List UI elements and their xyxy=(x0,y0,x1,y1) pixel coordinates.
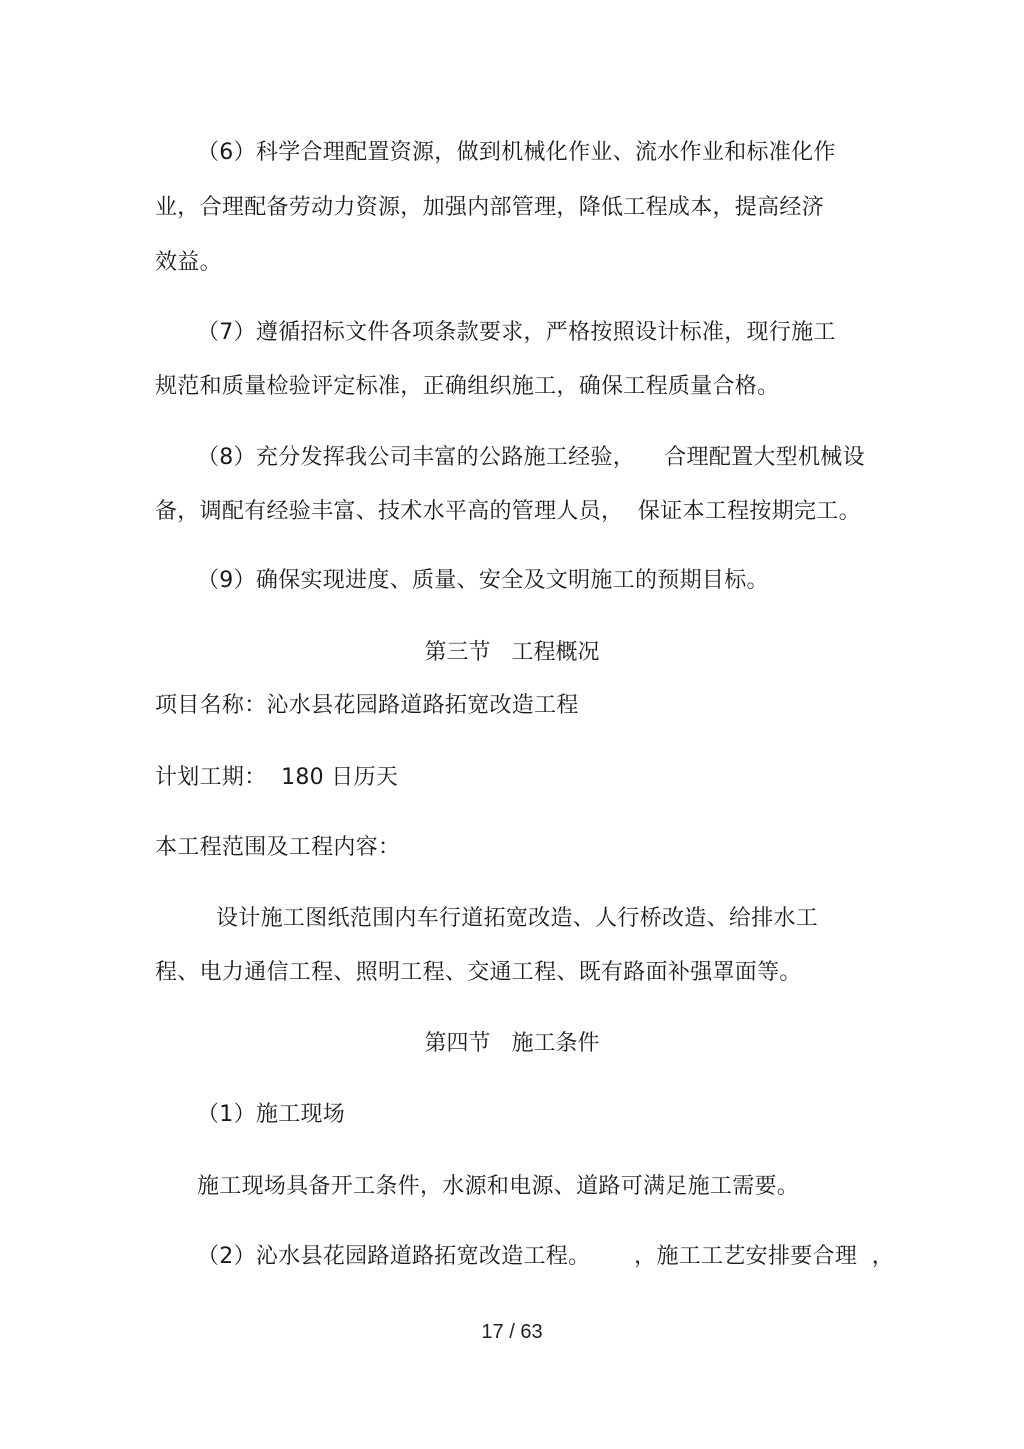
paragraph-6-line-3: 效益。 xyxy=(155,250,222,275)
page-number: 17 / 63 xyxy=(481,1321,543,1343)
item-1-text: 施工现场具备开工条件，水源和电源、道路可满足施工需要。 xyxy=(197,1174,800,1199)
project-name: 项目名称：沁水县花园路道路拓宽改造工程 xyxy=(155,693,579,718)
paragraph-6-line-1: （6）科学合理配置资源，做到机械化作业、流水作业和标准化作 xyxy=(197,140,836,165)
scope-line-1: 设计施工图纸范围内车行道拓宽改造、人行桥改造、给排水工 xyxy=(216,906,819,931)
scope-label: 本工程范围及工程内容： xyxy=(155,835,401,860)
paragraph-9-line-1: （9）确保实现进度、质量、安全及文明施工的预期目标。 xyxy=(197,568,769,593)
section-4-heading: 第四节 施工条件 xyxy=(424,1031,600,1056)
paragraph-6-line-2: 业，合理配备劳动力资源，加强内部管理，降低工程成本，提高经济 xyxy=(155,195,825,220)
item-2-text: （2）沁水县花园路道路拓宽改造工程。 ，施工工艺安排要合理 ， xyxy=(197,1244,895,1269)
paragraph-8-line-2: 备，调配有经验丰富、技术水平高的管理人员， 保证本工程按期完工。 xyxy=(155,499,861,524)
item-1-title: （1）施工现场 xyxy=(197,1102,346,1127)
section-3-heading: 第三节 工程概况 xyxy=(424,640,600,665)
planned-schedule: 计划工期： 180 日历天 xyxy=(155,765,399,790)
scope-line-2: 程、电力通信工程、照明工程、交通工程、既有路面补强罩面等。 xyxy=(155,960,802,985)
paragraph-7-line-1: （7）遵循招标文件各项条款要求，严格按照设计标准，现行施工 xyxy=(197,320,836,345)
paragraph-8-line-1: （8）充分发挥我公司丰富的公路施工经验， 合理配置大型机械设 xyxy=(197,445,865,470)
paragraph-7-line-2: 规范和质量检验评定标准，正确组织施工，确保工程质量合格。 xyxy=(155,374,780,399)
